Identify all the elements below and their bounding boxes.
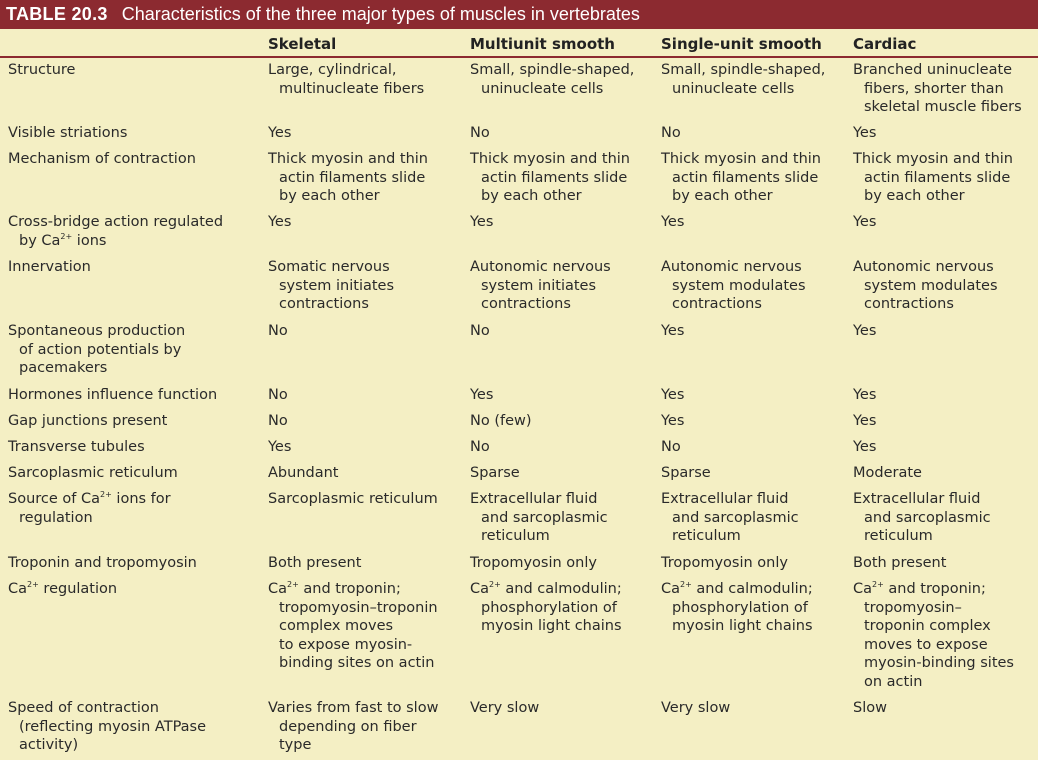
column-header-skeletal: Skeletal bbox=[268, 35, 337, 53]
cell-line: by each other bbox=[672, 188, 773, 205]
cell-line: Large, cylindrical, bbox=[268, 62, 397, 78]
cell-skeletal bbox=[268, 438, 291, 457]
cell-single-unit-smooth bbox=[661, 554, 788, 573]
row-label bbox=[8, 150, 196, 169]
cell-multiunit-smooth bbox=[470, 554, 597, 573]
cell-line: No bbox=[268, 413, 288, 429]
cell-line: Yes bbox=[470, 214, 494, 230]
cell-line: No bbox=[470, 125, 490, 141]
cell-line: complex moves bbox=[279, 618, 394, 635]
cell-line: actin filaments slide bbox=[279, 169, 426, 186]
table-title-bar bbox=[0, 0, 1038, 29]
cell-line: $Ca^{2+}$ and troponin; bbox=[268, 580, 401, 597]
cell-cardiac bbox=[853, 124, 876, 143]
cell-line: reticulum bbox=[481, 528, 550, 545]
cell-cardiac bbox=[853, 490, 991, 546]
cell-line: Tropomyosin only bbox=[470, 555, 597, 571]
cell-single-unit-smooth bbox=[661, 490, 799, 546]
table-label: TABLE 20.3 bbox=[6, 4, 108, 24]
cell-skeletal bbox=[268, 554, 361, 573]
cell-line: Yes bbox=[853, 214, 877, 230]
cell-line: by $Ca^{2+}$ ions bbox=[19, 231, 107, 249]
cell-cardiac bbox=[853, 258, 998, 314]
cell-line: Thick myosin and thin bbox=[470, 151, 630, 167]
cell-line: Small, spindle-shaped, bbox=[470, 62, 635, 78]
cell-line: Yes bbox=[268, 439, 292, 455]
cell-line: Somatic nervous bbox=[268, 259, 390, 275]
row-label bbox=[8, 213, 223, 250]
row-label bbox=[8, 322, 185, 378]
cell-skeletal bbox=[268, 124, 291, 143]
cell-line: Thick myosin and thin bbox=[853, 151, 1013, 167]
cell-line: Very slow bbox=[661, 700, 731, 716]
cell-line: (reflecting myosin ATPase bbox=[19, 718, 207, 735]
cell-line: Cross-bridge action regulated bbox=[8, 214, 224, 230]
cell-line: Very slow bbox=[470, 700, 540, 716]
cell-line: by each other bbox=[481, 188, 582, 205]
cell-line: on actin bbox=[864, 673, 923, 690]
row-label bbox=[8, 61, 75, 80]
cell-line: moves to expose bbox=[864, 636, 988, 653]
cell-skeletal bbox=[268, 412, 288, 431]
cell-cardiac bbox=[853, 580, 1014, 692]
row-label bbox=[8, 386, 217, 405]
cell-multiunit-smooth bbox=[470, 699, 539, 718]
cell-line: multinucleate fibers bbox=[279, 80, 425, 97]
cell-cardiac bbox=[853, 213, 876, 232]
cell-line: No bbox=[268, 387, 288, 403]
cell-multiunit-smooth bbox=[470, 61, 634, 98]
cell-skeletal bbox=[268, 464, 338, 483]
cell-line: No bbox=[661, 125, 681, 141]
cell-line: binding sites on actin bbox=[279, 655, 435, 672]
cell-single-unit-smooth bbox=[661, 150, 821, 206]
cell-line: Tropomyosin only bbox=[661, 555, 788, 571]
cell-line: regulation bbox=[19, 509, 93, 526]
cell-multiunit-smooth bbox=[470, 322, 490, 341]
cell-line: Yes bbox=[661, 413, 685, 429]
cell-line: Visible striations bbox=[8, 125, 128, 141]
cell-line: system modulates bbox=[672, 277, 806, 294]
cell-cardiac bbox=[853, 386, 876, 405]
cell-line: troponin complex bbox=[864, 618, 991, 635]
cell-line: myosin-binding sites bbox=[864, 655, 1014, 672]
cell-multiunit-smooth bbox=[470, 386, 493, 405]
cell-line: myosin light chains bbox=[672, 618, 813, 635]
cell-multiunit-smooth bbox=[470, 438, 490, 457]
cell-line: myosin light chains bbox=[481, 618, 622, 635]
cell-line: Abundant bbox=[268, 465, 339, 481]
cell-single-unit-smooth bbox=[661, 258, 806, 314]
cell-multiunit-smooth bbox=[470, 464, 520, 483]
cell-multiunit-smooth bbox=[470, 124, 490, 143]
cell-multiunit-smooth bbox=[470, 258, 611, 314]
cell-line: Yes bbox=[661, 387, 685, 403]
row-label bbox=[8, 490, 171, 527]
cell-skeletal bbox=[268, 386, 288, 405]
cell-line: No bbox=[470, 439, 490, 455]
cell-single-unit-smooth bbox=[661, 61, 825, 98]
cell-multiunit-smooth bbox=[470, 412, 532, 431]
row-label bbox=[8, 580, 117, 599]
cell-line: Moderate bbox=[853, 465, 922, 481]
cell-line: Yes bbox=[268, 125, 292, 141]
cell-line: Small, spindle-shaped, bbox=[661, 62, 826, 78]
cell-line: phosphorylation of bbox=[481, 599, 617, 616]
cell-line: No (few) bbox=[470, 413, 532, 429]
cell-cardiac bbox=[853, 699, 887, 718]
cell-line: Yes bbox=[853, 413, 877, 429]
cell-line: phosphorylation of bbox=[672, 599, 808, 616]
cell-line: Autonomic nervous bbox=[661, 259, 802, 275]
cell-skeletal bbox=[268, 61, 424, 98]
cell-line: Autonomic nervous bbox=[853, 259, 994, 275]
cell-line: Spontaneous production bbox=[8, 323, 186, 339]
cell-line: contractions bbox=[279, 296, 369, 313]
cell-single-unit-smooth bbox=[661, 124, 681, 143]
cell-cardiac bbox=[853, 322, 876, 341]
cell-line: tropomyosin– bbox=[864, 599, 962, 616]
cell-line: contractions bbox=[864, 296, 954, 313]
cell-line: Yes bbox=[268, 214, 292, 230]
cell-line: Thick myosin and thin bbox=[268, 151, 428, 167]
cell-line: Structure bbox=[8, 62, 76, 78]
cell-line: Mechanism of contraction bbox=[8, 151, 196, 167]
cell-line: Transverse tubules bbox=[8, 439, 145, 455]
cell-single-unit-smooth bbox=[661, 464, 711, 483]
cell-line: Yes bbox=[661, 214, 685, 230]
cell-cardiac bbox=[853, 150, 1013, 206]
cell-line: No bbox=[268, 323, 288, 339]
cell-line: Sarcoplasmic reticulum bbox=[268, 491, 438, 507]
cell-line: depending on fiber bbox=[279, 718, 417, 735]
cell-line: reticulum bbox=[672, 528, 741, 545]
cell-line: Source of $Ca^{2+}$ ions for bbox=[8, 490, 171, 507]
row-label bbox=[8, 699, 206, 755]
cell-cardiac bbox=[853, 61, 1022, 117]
cell-line: Sparse bbox=[470, 465, 520, 481]
cell-cardiac bbox=[853, 438, 876, 457]
cell-skeletal bbox=[268, 258, 394, 314]
cell-line: fibers, shorter than bbox=[864, 80, 1004, 97]
cell-line: contractions bbox=[672, 296, 762, 313]
cell-line: and sarcoplasmic bbox=[864, 509, 991, 526]
cell-line: Slow bbox=[853, 700, 887, 716]
cell-line: system initiates bbox=[279, 277, 395, 294]
cell-skeletal bbox=[268, 150, 428, 206]
cell-single-unit-smooth bbox=[661, 412, 684, 431]
cell-line: Autonomic nervous bbox=[470, 259, 611, 275]
cell-line: reticulum bbox=[864, 528, 933, 545]
cell-line: contractions bbox=[481, 296, 571, 313]
cell-line: $Ca^{2+}$ and calmodulin; bbox=[661, 580, 813, 597]
cell-single-unit-smooth bbox=[661, 322, 684, 341]
cell-line: Thick myosin and thin bbox=[661, 151, 821, 167]
cell-line: No bbox=[470, 323, 490, 339]
cell-line: pacemakers bbox=[19, 360, 108, 377]
cell-line: type bbox=[279, 737, 312, 754]
cell-line: Yes bbox=[470, 387, 494, 403]
table-caption: Characteristics of the three major types of muscles in vertebrates bbox=[121, 4, 640, 24]
cell-line: system modulates bbox=[864, 277, 998, 294]
cell-multiunit-smooth bbox=[470, 580, 622, 636]
cell-single-unit-smooth bbox=[661, 438, 681, 457]
cell-line: Yes bbox=[853, 439, 877, 455]
cell-line: Extracellular fluid bbox=[853, 491, 981, 507]
column-header-row bbox=[0, 29, 1038, 58]
row-label bbox=[8, 464, 178, 483]
cell-multiunit-smooth bbox=[470, 213, 493, 232]
cell-cardiac bbox=[853, 412, 876, 431]
cell-line: Branched uninucleate bbox=[853, 62, 1013, 78]
cell-line: by each other bbox=[279, 188, 380, 205]
cell-line: to expose myosin- bbox=[279, 636, 413, 653]
row-label bbox=[8, 438, 145, 457]
row-label bbox=[8, 124, 127, 143]
row-label bbox=[8, 554, 197, 573]
cell-line: Extracellular fluid bbox=[661, 491, 789, 507]
cell-line: $Ca^{2+}$ and troponin; bbox=[853, 580, 986, 597]
row-label bbox=[8, 412, 167, 431]
cell-single-unit-smooth bbox=[661, 213, 684, 232]
cell-line: $Ca^{2+}$ regulation bbox=[8, 580, 118, 597]
cell-line: Yes bbox=[853, 323, 877, 339]
cell-line: $Ca^{2+}$ and calmodulin; bbox=[470, 580, 622, 597]
column-header-cardiac: Cardiac bbox=[853, 35, 917, 53]
cell-line: Sparse bbox=[661, 465, 711, 481]
cell-skeletal bbox=[268, 580, 438, 673]
cell-skeletal bbox=[268, 322, 288, 341]
cell-line: Yes bbox=[661, 323, 685, 339]
cell-line: uninucleate cells bbox=[481, 80, 604, 97]
cell-single-unit-smooth bbox=[661, 386, 684, 405]
cell-skeletal bbox=[268, 213, 291, 232]
cell-single-unit-smooth bbox=[661, 580, 813, 636]
cell-cardiac bbox=[853, 554, 946, 573]
cell-line: and sarcoplasmic bbox=[481, 509, 608, 526]
cell-line: system initiates bbox=[481, 277, 597, 294]
cell-line: Both present bbox=[268, 555, 362, 571]
cell-multiunit-smooth bbox=[470, 490, 608, 546]
cell-line: Sarcoplasmic reticulum bbox=[8, 465, 178, 481]
cell-line: tropomyosin–troponin bbox=[279, 599, 438, 616]
cell-line: actin filaments slide bbox=[864, 169, 1011, 186]
cell-line: actin filaments slide bbox=[481, 169, 628, 186]
cell-line: Extracellular fluid bbox=[470, 491, 598, 507]
cell-line: Gap junctions present bbox=[8, 413, 168, 429]
cell-skeletal bbox=[268, 699, 438, 755]
cell-line: and sarcoplasmic bbox=[672, 509, 799, 526]
cell-line: of action potentials by bbox=[19, 341, 182, 358]
cell-single-unit-smooth bbox=[661, 699, 730, 718]
cell-line: uninucleate cells bbox=[672, 80, 795, 97]
cell-line: skeletal muscle fibers bbox=[864, 99, 1022, 116]
cell-line: Yes bbox=[853, 125, 877, 141]
cell-line: Both present bbox=[853, 555, 947, 571]
cell-line: Innervation bbox=[8, 259, 91, 275]
cell-line: No bbox=[661, 439, 681, 455]
row-label bbox=[8, 258, 91, 277]
cell-line: Speed of contraction bbox=[8, 700, 159, 716]
cell-line: Yes bbox=[853, 387, 877, 403]
cell-line: by each other bbox=[864, 188, 965, 205]
column-header-single-unit-smooth: Single-unit smooth bbox=[661, 35, 822, 53]
cell-skeletal bbox=[268, 490, 438, 509]
cell-line: Varies from fast to slow bbox=[268, 700, 439, 716]
column-header-multiunit-smooth: Multiunit smooth bbox=[470, 35, 615, 53]
cell-line: Hormones influence function bbox=[8, 387, 218, 403]
cell-multiunit-smooth bbox=[470, 150, 630, 206]
cell-cardiac bbox=[853, 464, 922, 483]
cell-line: Troponin and tropomyosin bbox=[8, 555, 197, 571]
cell-line: actin filaments slide bbox=[672, 169, 819, 186]
cell-line: activity) bbox=[19, 737, 79, 754]
